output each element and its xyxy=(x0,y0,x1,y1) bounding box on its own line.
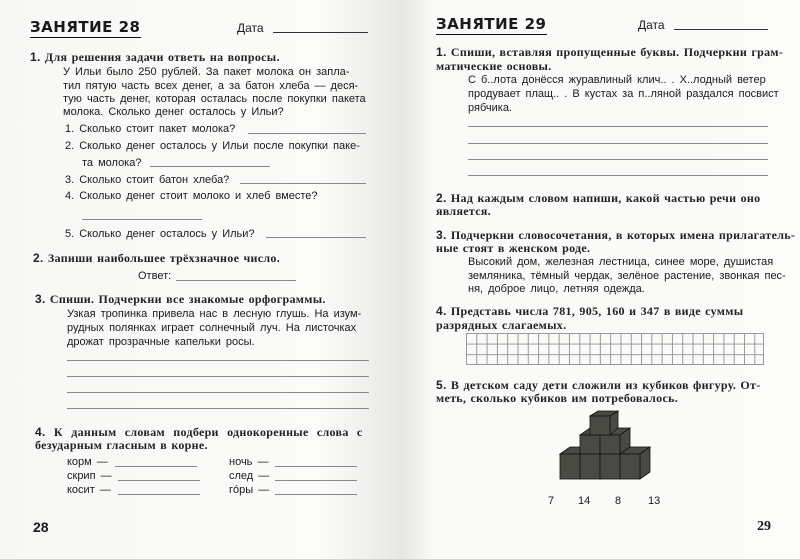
writing-line[interactable] xyxy=(67,376,369,377)
writing-line[interactable] xyxy=(67,360,369,361)
task-text: У Ильи было 250 рублей. За пакет молока он запла- xyxy=(63,66,350,78)
task1-heading xyxy=(436,45,783,60)
writing-line[interactable] xyxy=(468,143,768,144)
task-text: дрожат прозрачные капельки росы. xyxy=(67,336,255,348)
task-text: тил пятую часть всех денег, а за батон хлеба — деся- xyxy=(63,80,359,92)
task3-heading: ные стоят в женском роде. xyxy=(436,241,591,255)
question: 4. Сколько денег стоит молоко и хлеб вместе? xyxy=(65,190,318,202)
task1-heading xyxy=(30,50,280,65)
date-line[interactable] xyxy=(273,32,368,33)
task-heading-text: Запиши наибольшее трёхзначное число. xyxy=(47,251,281,265)
answer-option[interactable]: 14 xyxy=(578,495,591,507)
writing-line[interactable] xyxy=(67,408,369,409)
task-text: рудных полянках играет солнечный луч. На листочках xyxy=(67,322,357,334)
task-text: С б..лота донёсся журавлиный клич.. . Х..лодный ветер xyxy=(468,74,766,86)
page-number: 29 xyxy=(757,519,771,534)
task-number: 3. xyxy=(35,292,46,306)
word: след — xyxy=(229,470,270,482)
task-text: тую часть денег, которая осталась после покупки пакета xyxy=(63,93,366,105)
task-text: земляника, тёмный чердак, зелёное растение, звонкая пес- xyxy=(468,270,786,282)
task2-heading: является. xyxy=(436,204,491,218)
task-heading-text: К данным словам подбери однокоренные слова с xyxy=(53,425,363,439)
task-heading-text: Для решения задачи ответь на вопросы. xyxy=(44,50,280,64)
page-number: 28 xyxy=(33,519,49,535)
answer-line[interactable] xyxy=(266,237,366,238)
word: ночь — xyxy=(229,456,269,468)
answer-line[interactable] xyxy=(240,183,366,184)
task-number: 5. xyxy=(436,378,447,392)
question: 3. Сколько стоит батон хлеба? xyxy=(65,174,230,186)
task-number: 4. xyxy=(35,425,46,439)
task2-heading xyxy=(33,251,280,266)
writing-line[interactable] xyxy=(67,392,369,393)
cube-figure xyxy=(558,410,654,486)
answer-option[interactable]: 13 xyxy=(648,495,661,507)
task-text: ня, доброе лицо, летняя одежда. xyxy=(468,283,645,295)
task-heading-text: Подчеркни словосочетания, в которых имена прилагатель- xyxy=(450,228,796,242)
task4-heading: разрядных слагаемых. xyxy=(436,318,567,332)
question: 5. Сколько денег осталось у Ильи? xyxy=(65,228,255,240)
task-number: 2. xyxy=(436,191,447,205)
task-number: 2. xyxy=(33,251,44,265)
task5-heading: меть, сколько кубиков им потребовалось. xyxy=(436,391,679,405)
word: косит — xyxy=(67,484,111,496)
task4-heading: безударным гласным в корне. xyxy=(35,438,208,452)
task-number: 4. xyxy=(436,304,447,318)
answer-line[interactable] xyxy=(176,280,296,281)
task-heading-text: Над каждым словом напиши, какой частью речи оно xyxy=(450,191,761,205)
lesson-title: ЗАНЯТИЕ 28 xyxy=(30,18,141,36)
word: корм — xyxy=(67,456,108,468)
task-heading-text: Спиши. Подчеркни все знакомые орфограммы. xyxy=(49,292,326,306)
question: 2. Сколько денег осталось у Ильи после покупки паке- xyxy=(65,140,360,152)
answer-line[interactable] xyxy=(115,466,197,467)
task-number: 3. xyxy=(436,228,447,242)
task-text: молока. Сколько денег осталось у Ильи? xyxy=(63,106,284,118)
question: та молока? xyxy=(82,157,142,169)
answer-option[interactable]: 7 xyxy=(548,495,555,507)
task-number: 1. xyxy=(436,45,447,59)
answer-option[interactable]: 8 xyxy=(615,495,622,507)
answer-label: Ответ: xyxy=(138,270,172,282)
date-label: Дата xyxy=(237,21,264,35)
writing-line[interactable] xyxy=(468,159,768,160)
answer-line[interactable] xyxy=(275,494,357,495)
date-label: Дата xyxy=(638,18,665,32)
word: гóры — xyxy=(229,484,270,496)
date-line[interactable] xyxy=(674,29,768,30)
task-heading-text: В детском саду дети сложили из кубиков фигуру. От- xyxy=(450,378,761,392)
task-heading-text: Спиши, вставляя пропущенные буквы. Подчеркни грам- xyxy=(450,45,784,59)
task-text: Высокий дом, железная лестница, синее море, душистая xyxy=(468,256,774,268)
page-29 xyxy=(400,0,800,559)
answer-line[interactable] xyxy=(275,466,357,467)
task1-heading: матические основы. xyxy=(436,59,552,73)
word: скрип — xyxy=(67,470,112,482)
answer-line[interactable] xyxy=(82,219,202,220)
task-text: рябчика. xyxy=(468,102,512,114)
lesson-title: ЗАНЯТИЕ 29 xyxy=(436,15,547,33)
task-text: Узкая тропинка привела нас в лесную глушь. На изум- xyxy=(67,308,362,320)
answer-line[interactable] xyxy=(275,480,357,481)
answer-line[interactable] xyxy=(118,494,200,495)
task-number: 1. xyxy=(30,50,41,64)
question: 1. Сколько стоит пакет молока? xyxy=(65,123,236,135)
writing-line[interactable] xyxy=(468,175,768,176)
answer-line[interactable] xyxy=(248,133,366,134)
task3-heading xyxy=(35,292,326,307)
task4-heading xyxy=(436,304,743,319)
task-text: продувает плащ.. . В кустах за п..ляной раздался посвист xyxy=(468,88,779,100)
answer-line[interactable] xyxy=(118,480,200,481)
answer-line[interactable] xyxy=(150,166,270,167)
task-heading-text: Представь числа 781, 905, 160 и 347 в виде суммы xyxy=(450,304,744,318)
answer-grid[interactable] xyxy=(466,333,764,365)
writing-line[interactable] xyxy=(468,126,768,127)
